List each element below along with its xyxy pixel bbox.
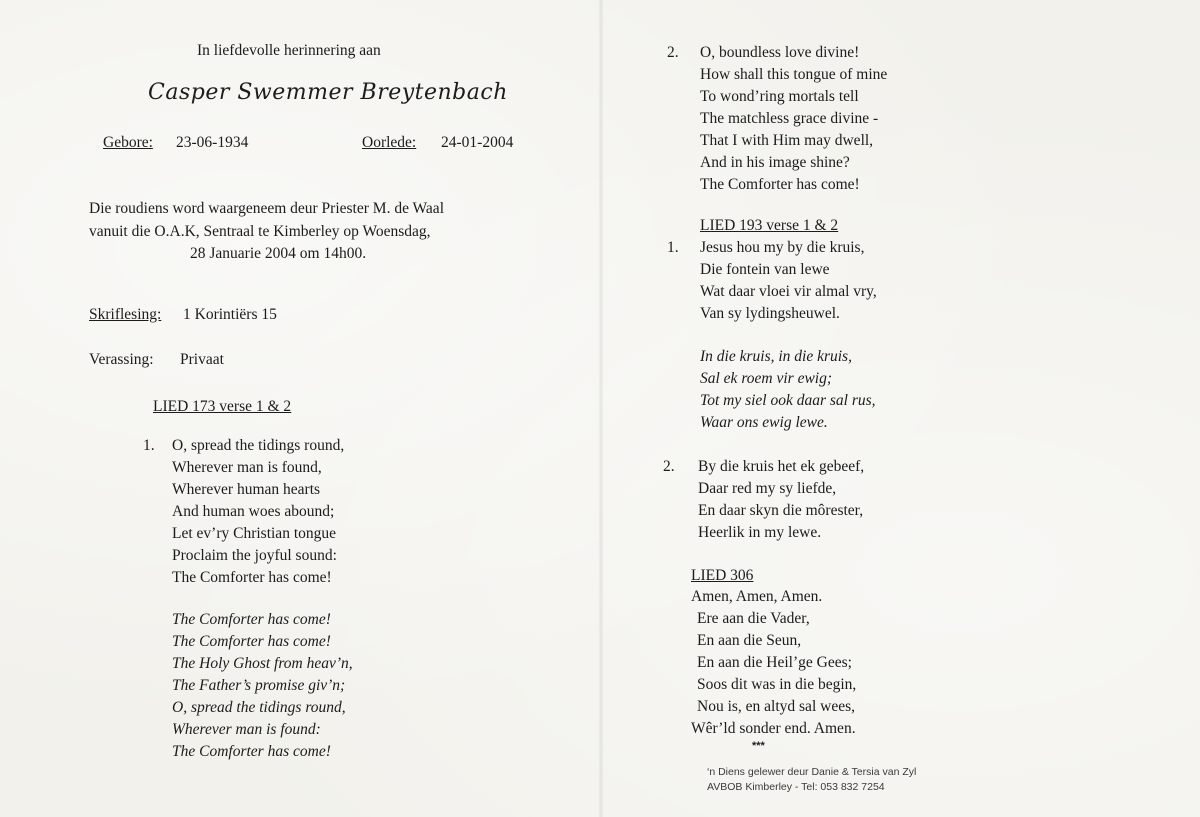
verse-line: The Comforter has come! [700,176,860,193]
hymn-title-306: LIED 306 [691,567,754,584]
verse-line: Wherever human hearts [172,481,321,498]
cremation-label: Verassing: [89,351,154,368]
intro-text: In liefdevolle herinnering aan [197,42,381,59]
chorus-line: Sal ek roem vir ewig; [700,370,832,387]
hymn-line: Ere aan die Vader, [697,610,810,627]
deceased-name: Casper Swemmer Breytenbach [148,80,508,105]
hymn-line: En aan die Seun, [697,632,802,649]
chorus-line: Tot my siel ook daar sal rus, [700,392,876,409]
hymn-title-193: LIED 193 verse 1 & 2 [700,217,839,234]
service-line-2: vanuit die O.A.K, Sentraal te Kimberley op Woensdag, [89,223,431,240]
verse-line: Heerlik in my lewe. [698,524,822,541]
page-fold [598,0,604,817]
hymn-line: Wêr’ld sonder end. Amen. [691,720,856,737]
verse-number: 1. [667,239,679,256]
verse-line: O, spread the tidings round, [172,437,345,454]
reading-label: Skriflesing: [89,306,162,323]
born-label: Gebore: [103,134,153,151]
verse-line: En daar skyn die môrester, [698,502,864,519]
chorus-line: The Comforter has come! [172,633,331,650]
service-line-3: 28 Januarie 2004 om 14h00. [190,245,367,262]
died-label: Oorlede: [362,134,417,151]
chorus-line: The Holy Ghost from heav’n, [172,655,353,672]
verse-number: 1. [143,437,155,454]
hymn-line: En aan die Heil’ge Gees; [697,654,852,671]
verse-number: 2. [667,44,679,61]
verse-line: Die fontein van lewe [700,261,830,278]
verse-line: By die kruis het ek gebeef, [698,458,865,475]
verse-line: Van sy lydingsheuwel. [700,305,840,322]
verse-line: Proclaim the joyful sound: [172,547,337,564]
verse-line: Let ev’ry Christian tongue [172,525,336,542]
verse-line: Wat daar vloei vir almal vry, [700,283,877,300]
hymn-line: Nou is, en altyd sal wees, [697,698,855,715]
chorus-line: Waar ons ewig lewe. [700,414,828,431]
service-line-1: Die roudiens word waargeneem deur Priester M. de Waal [89,200,444,217]
died-date: 24-01-2004 [441,134,514,151]
verse-line: And in his image shine? [700,154,850,171]
verse-line: That I with Him may dwell, [700,132,874,149]
verse-line: Jesus hou my by die kruis, [700,239,865,256]
verse-line: O, boundless love divine! [700,44,860,61]
footer-line-1: ‘n Diens gelewer deur Danie & Tersia van Zyl [707,766,917,778]
verse-number: 2. [663,458,675,475]
footer-line-2: AVBOB Kimberley - Tel: 053 832 7254 [707,781,885,793]
cremation-value: Privaat [180,351,224,368]
chorus-line: The Comforter has come! [172,743,331,760]
verse-line: The matchless grace divine - [700,110,879,127]
hymn-title-173: LIED 173 verse 1 & 2 [153,398,292,415]
verse-line: The Comforter has come! [172,569,332,586]
born-date: 23-06-1934 [176,134,249,151]
hymn-line: Amen, Amen, Amen. [691,588,823,605]
reading-value: 1 Korintiërs 15 [183,306,277,323]
closing-stars: *** [752,740,765,752]
chorus-line: In die kruis, in die kruis, [700,348,852,365]
chorus-line: O, spread the tidings round, [172,699,346,716]
verse-line: And human woes abound; [172,503,335,520]
verse-line: Daar red my sy liefde, [698,480,837,497]
chorus-line: The Father’s promise giv’n; [172,677,346,694]
verse-line: How shall this tongue of mine [700,66,888,83]
verse-line: Wherever man is found, [172,459,322,476]
verse-line: To wond’ring mortals tell [700,88,859,105]
hymn-line: Soos dit was in die begin, [697,676,857,693]
chorus-line: The Comforter has come! [172,611,331,628]
chorus-line: Wherever man is found: [172,721,321,738]
